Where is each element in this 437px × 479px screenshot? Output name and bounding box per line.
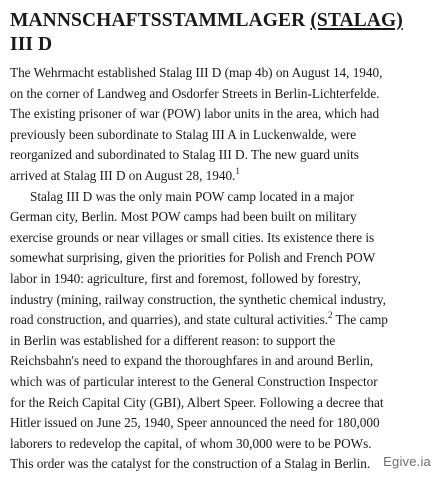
paragraph-line-last [10, 166, 427, 187]
footnote-marker-2[interactable]: 2 [328, 309, 333, 320]
paragraph-line: laborers to redevelop the capital, of whom 30,000 were to be POWs. [10, 435, 372, 451]
page-title [10, 9, 427, 57]
paragraph-2 [10, 187, 427, 475]
paragraph-line: Stalag III D was the only main POW camp located in a major [30, 188, 355, 204]
paragraph-line: The existing prisoner of war (POW) labor units in the area, which had [10, 106, 380, 122]
paragraph-line: German city, Berlin. Most POW camps had been built on military [10, 209, 357, 225]
paragraph-line: The Wehrmacht established Stalag III D (map 4b) on August 14, 1940, [10, 65, 383, 80]
title-line2: III D [10, 34, 53, 55]
paragraph-line: which was of particular interest to the General Construction Inspector [10, 373, 378, 389]
paragraph-line: Reichsbahn's need to expand the thoroughfares in and around Berlin, [10, 353, 374, 369]
paragraph-line-text: The camp [332, 312, 388, 328]
paragraph-line: in Berlin was established for a different reason: to support the [10, 332, 336, 348]
paragraph-line: This order was the catalyst for the construction of a Stalag in Berlin. [10, 456, 371, 472]
paragraph-line: Hitler issued on June 25, 1940, Speer announced the need for 180,000 [10, 415, 380, 431]
watermark-logo: Egive.ia [383, 454, 431, 469]
paragraph-line: industry (mining, railway construction, the synthetic chemical industry, [10, 291, 386, 307]
title-part2: (STALAG) [310, 10, 403, 31]
paragraph-line-text: arrived at Stalag III D on August 28, 1940. [10, 167, 236, 183]
paragraph-line-text: road construction, and quarries), and state cultural activities. [10, 312, 329, 328]
paragraph-line: for the Reich Capital City (GBI), Albert Speer. Following a decree that [10, 394, 384, 410]
paragraph-line: exercise grounds or near villages or small cities. Its existence there is [10, 229, 375, 245]
paragraph-line-footnote [10, 310, 427, 331]
paragraph-line: reorganized and subordinated to Stalag III D. The new guard units [10, 147, 359, 163]
paragraph-line: somewhat surprising, given the priorities for Polish and French POW [10, 250, 376, 266]
paragraph-line: previously been subordinate to Stalag III A in Luckenwalde, were [10, 126, 357, 142]
paragraph-line: labor in 1940: agriculture, first and foremost, followed by forestry, [10, 270, 361, 286]
title-part1: MANNSCHAFTSSTAMMLAGER [10, 10, 311, 31]
footnote-marker-1[interactable]: 1 [235, 165, 240, 176]
paragraph-1 [10, 63, 427, 187]
paragraph-line: on the corner of Landweg and Osdorfer Streets in Berlin-Lichterfelde. [10, 85, 380, 101]
